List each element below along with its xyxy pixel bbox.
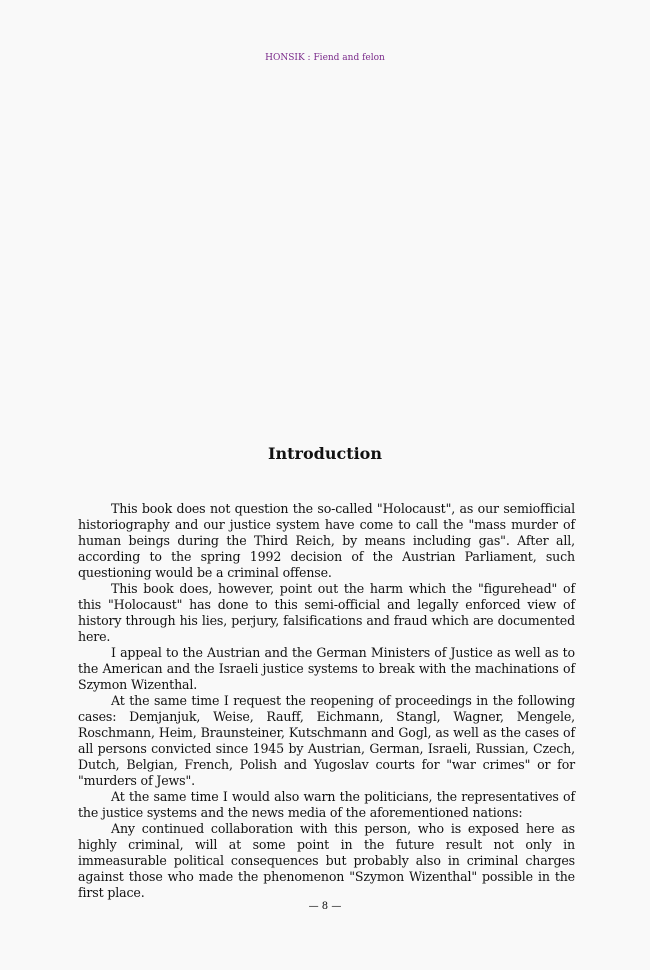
running-header: HONSIK : Fiend and felon: [265, 53, 385, 63]
paragraph: Any continued collaboration with this person, who is exposed here as highly criminal, will at some point in the future result not only in immeasurable political consequences but probably also in criminal charges against those who made the phenomenon "Szymon Wizenthal" possible in the first place.: [78, 821, 575, 900]
chapter-title: Introduction: [268, 444, 382, 463]
paragraph: I appeal to the Austrian and the German Ministers of Justice as well as to the American and the Israeli justice systems to break with the machinations of Szymon Wizenthal.: [78, 645, 575, 692]
paragraph: At the same time I request the reopening of proceedings in the following cases: Demjanjuk, Weise, Rauff, Eichmann, Stangl, Wagner, Mengele, Roschmann, Heim, Braunsteiner, Kutschmann and Gogl, as well as the cases of all persons convicted since 1945 by Austrian, German, Israeli, Russian, Czech, Dutch, Belgian, French, Polish and Yugoslav courts for "war crimes" or for "murders of Jews".: [78, 693, 575, 788]
paragraph: This book does not question the so-called "Holocaust", as our semiofficial historiography and our justice system have come to call the "mass murder of human beings during the Third Reich, by means including gas". After all, according to the spring 1992 decision of the Austrian Parliament, such questioning would be a criminal offense.: [78, 501, 575, 580]
page-number: — 8 —: [308, 901, 342, 912]
paragraph: At the same time I would also warn the politicians, the representatives of the justice systems and the news media of the aforementioned nations:: [78, 789, 575, 820]
paragraph: This book does, however, point out the harm which the "figurehead" of this "Holocaust" has done to this semi-official and legally enforced view of history through his lies, perjury, falsifications and fraud which are documented here.: [78, 581, 575, 644]
body-text: [78, 501, 575, 901]
